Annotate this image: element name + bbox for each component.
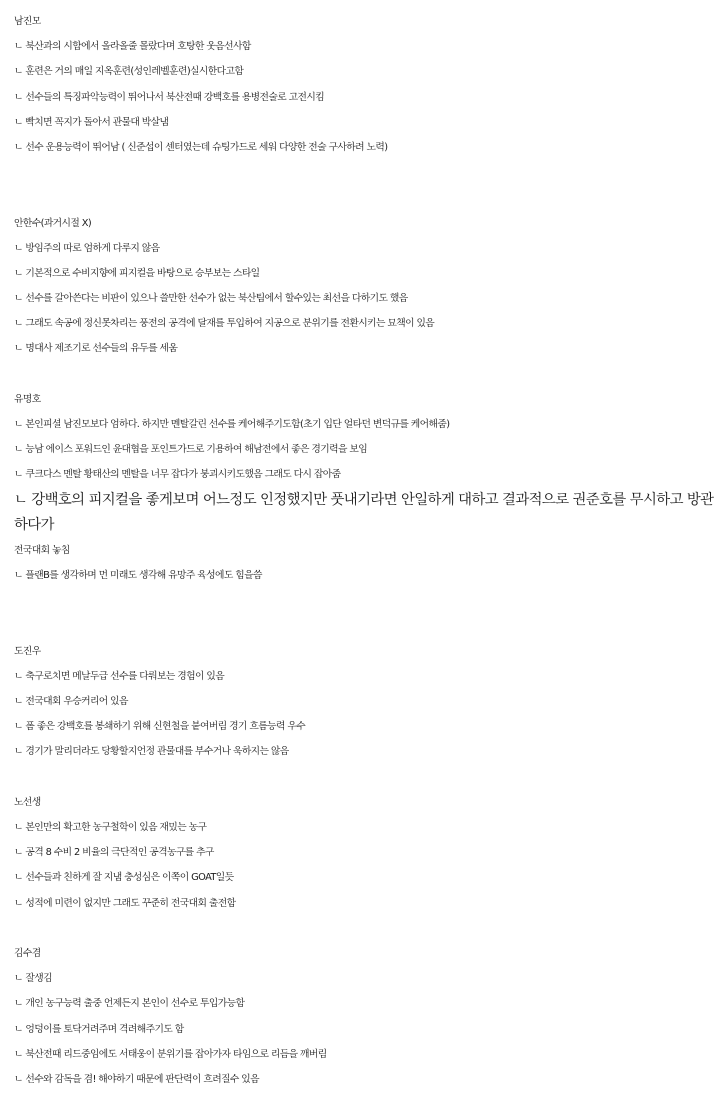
list-item: ㄴ 선수들의 특징파악능력이 뛰어나서 북산전때 강백호를 용병전술로 고전시킴 [14,91,325,103]
list-item: ㄴ 선수를 갈아쓴다는 비판이 있으나 쓸만한 선수가 없는 북산팀에서 할수있는 최선을 다하기도 했음 [14,293,408,305]
section-title-yu-myeongho: 유명호 [14,393,41,405]
spacer [14,588,720,613]
list-item: ㄴ 훈련은 거의 매일 지옥훈련(성인레벨훈련)실시한다고함 [14,66,244,78]
list-item: ㄴ 그래도 속공에 정신못차리는 풍전의 공격에 달재를 투입하여 지공으로 분위기를 전환시키는 묘책이 있음 [14,318,435,330]
list-item: ㄴ 북산과의 시합에서 올라올줄 몰랐다며 호탕한 웃음선사함 [14,41,251,53]
list-item: ㄴ 선수와 감독을 겸! 해야하기 때문에 판단력이 흐려질수 있음 [14,1073,260,1085]
list-item: ㄴ 방임주의 따로 엄하게 다루지 않음 [14,242,160,254]
section-title-an-hansu: 안한수(과거시절 X) [14,217,92,229]
spacer [14,185,720,210]
list-item: ㄴ 쿠크다스 멘탈 황태산의 멘탈을 너무 잡다가 붕괴시키도했음 그래도 다시 잡아줌 [14,469,341,481]
list-item: ㄴ 선수들과 친하게 잘 지냄 충성심은 이쪽이 GOAT일듯 [14,872,234,884]
list-item: ㄴ 축구로치면 메날두급 선수를 다뤄보는 경험이 있음 [14,670,225,682]
section-title-nam-jinmo: 남진모 [14,16,41,27]
list-item-continuation: 전국대회 놓침 [14,544,70,556]
list-item: ㄴ 플랜B를 생각하며 먼 미래도 생각해 유망주 육성에도 힘을씀 [14,570,262,582]
spacer [14,362,720,387]
list-item: ㄴ 선수 운용능력이 뛰어남 ( 신준섭이 센터였는데 슈팅가드로 세워 다양한 전술 구사하려 노력) [14,141,388,153]
spacer [14,765,720,790]
list-item: ㄴ 기본적으로 수비지향에 피지컬을 바탕으로 승부보는 스타일 [14,267,260,279]
list-item: ㄴ 폼 좋은 강백호를 봉쇄하기 위해 신현철을 붙여버림 경기 흐름능력 우수 [14,721,306,733]
list-item: ㄴ 개인 농구능력 출중 언제든지 본인이 선수로 투입가능함 [14,998,245,1010]
list-item: ㄴ 본인피셜 남진모보다 엄하다. 하지만 멘탈갈린 선수를 케어해주기도함(초기 입단 얼타던 변덕규를 케어해줌) [14,419,450,430]
list-item: ㄴ 경기가 말리더라도 당황할지언정 관물대를 부수거나 욱하지는 않음 [14,746,289,758]
list-item: ㄴ 전국대회 우승커리어 있음 [14,696,128,708]
section-title-do-jinwoo: 도진우 [14,645,41,657]
list-item: ㄴ 강백호의 피지컬을 좋게보며 어느정도 인정했지만 풋내기라면 안일하게 대하고 결과적으로 권준호를 무시하고 방관하다가 [14,491,714,533]
list-item: ㄴ 잘생김 [14,973,52,985]
list-item: ㄴ 명대사 제조기로 선수들의 유두를 세움 [14,343,178,355]
spacer [14,614,720,639]
list-item: ㄴ 능남 에이스 포워드인 윤대협을 포인트가드로 기용하여 해남전에서 좋은 경기력을 보임 [14,444,368,456]
spacer [14,160,720,185]
section-title-no-teacher: 노선생 [14,796,41,808]
list-item: ㄴ 성적에 미련이 없지만 그래도 꾸준히 전국대회 출전함 [14,897,236,909]
list-item: ㄴ 본인만의 확고한 농구철학이 있음 재밌는 농구 [14,822,207,834]
list-item: ㄴ 빡치면 꼭지가 돌아서 관물대 박살냄 [14,116,169,128]
spacer [14,916,720,941]
section-title-kim-sugyeom: 김수겸 [14,947,41,959]
list-item: ㄴ 공격 8 수비 2 비율의 극단적인 공격농구를 추구 [14,847,214,859]
list-item: ㄴ 북산전때 리드중임에도 서태웅이 분위기를 잡아가자 타임으로 리듬을 깨버림 [14,1048,327,1060]
list-item: ㄴ 엉덩이를 토닥거려주며 격려해주기도 함 [14,1023,184,1035]
